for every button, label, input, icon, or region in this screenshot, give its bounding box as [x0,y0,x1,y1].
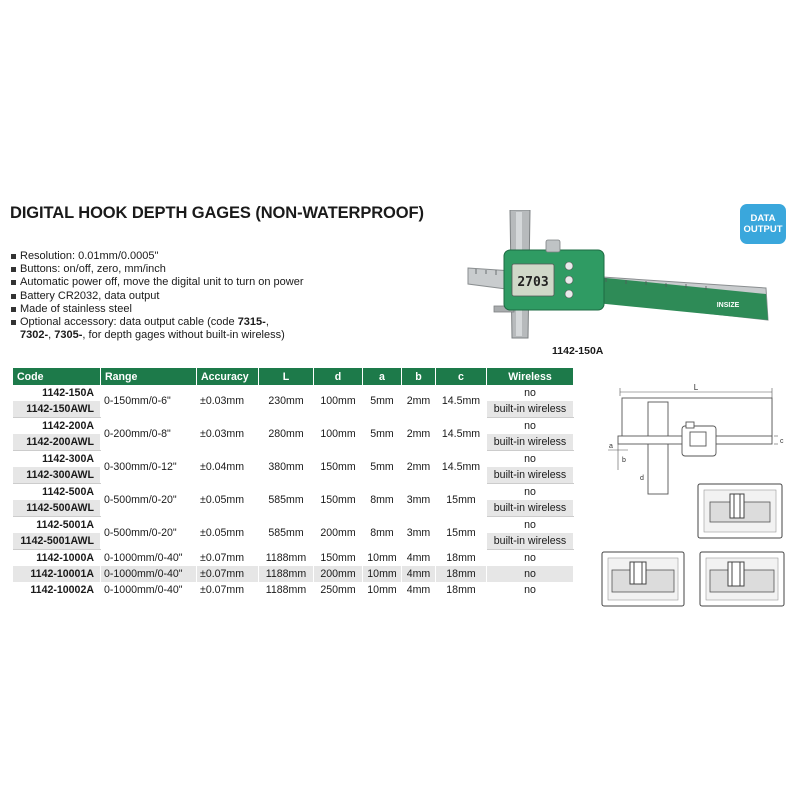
feature-item-accessory [10,316,465,342]
cell-wireless: built-in wireless [487,533,574,550]
accessory-sep-1: , [265,316,269,329]
cell-code: 1142-200A [13,418,101,435]
table-row [13,484,574,501]
accessory-sep-2: , [48,329,55,342]
table-header-row [13,368,574,385]
cell-c: 14.5mm [436,385,487,418]
table-row [13,550,574,567]
cell-wireless: no [487,418,574,435]
cell-l: 585mm [259,517,314,550]
table-row [13,582,574,598]
cell-wireless: built-in wireless [487,401,574,418]
cell-b: 4mm [402,582,436,598]
cell-code: 1142-10001A [13,566,101,582]
cell-d: 200mm [314,517,363,550]
cell-accuracy: ±0.07mm [197,550,259,567]
label-b: b [622,457,626,464]
brand-logo: INSIZE [716,302,740,309]
table-row [13,418,574,435]
cell-b: 2mm [402,418,436,451]
cell-wireless: built-in wireless [487,434,574,451]
col-header: c [436,368,487,385]
cell-code: 1142-10002A [13,582,101,598]
accessory-code-2: 7302- [20,329,49,342]
cell-l: 1188mm [259,566,314,582]
cell-accuracy: ±0.03mm [197,418,259,451]
cell-b: 2mm [402,385,436,418]
cell-a: 8mm [363,517,402,550]
accessory-code-1: 7315- [237,316,266,329]
cell-wireless: no [487,385,574,401]
cell-l: 1188mm [259,550,314,567]
cell-a: 10mm [363,582,402,598]
table-row [13,517,574,534]
cell-range: 0-500mm/0-20" [101,517,197,550]
label-c: c [780,438,784,445]
cell-wireless: no [487,484,574,501]
cell-range: 0-500mm/0-20" [101,484,197,517]
cell-wireless: built-in wireless [487,467,574,484]
cell-code: 1142-300A [13,451,101,468]
dimension-diagram [600,380,792,610]
cell-b: 2mm [402,451,436,484]
badge-line-2: OUTPUT [743,224,783,235]
feature-item: Automatic power off, move the digital unit to turn on power [10,276,465,289]
cell-l: 380mm [259,451,314,484]
cell-code: 1142-1000A [13,550,101,567]
main-dimension-drawing [608,388,778,494]
cell-c: 14.5mm [436,451,487,484]
cell-l: 230mm [259,385,314,418]
cell-d: 150mm [314,484,363,517]
accessory-prefix: Optional accessory: data output cable (code [20,316,238,329]
cell-accuracy: ±0.07mm [197,566,259,582]
cell-b: 4mm [402,550,436,567]
cell-d: 150mm [314,550,363,567]
feature-item: Battery CR2032, data output [10,290,465,303]
cell-wireless: no [487,566,574,582]
cell-c: 14.5mm [436,418,487,451]
cell-wireless: no [487,550,574,567]
cell-c: 18mm [436,566,487,582]
cell-code: 1142-500AWL [13,500,101,517]
cell-code: 1142-5001A [13,517,101,534]
application-sketch-1 [698,484,782,538]
cell-range: 0-1000mm/0-40" [101,582,197,598]
feature-list [10,250,465,342]
cell-code: 1142-300AWL [13,467,101,484]
cell-c: 15mm [436,517,487,550]
badge-line-1: DATA [750,213,776,224]
col-header: Accuracy [197,368,259,385]
cell-a: 10mm [363,566,402,582]
cell-c: 18mm [436,582,487,598]
table-row [13,451,574,468]
photo-caption: 1142-150A [552,345,604,357]
cell-accuracy: ±0.05mm [197,484,259,517]
cell-wireless: no [487,582,574,598]
label-d: d [640,475,644,482]
cell-wireless: no [487,517,574,534]
cell-accuracy: ±0.03mm [197,385,259,418]
cell-a: 8mm [363,484,402,517]
application-sketch-3 [700,552,784,606]
feature-item: Buttons: on/off, zero, mm/inch [10,263,465,276]
cell-code: 1142-500A [13,484,101,501]
application-sketch-2 [602,552,684,606]
cell-a: 10mm [363,550,402,567]
col-header: Code [13,368,101,385]
accessory-code-3: 7305- [54,329,83,342]
cell-a: 5mm [363,385,402,418]
cell-b: 3mm [402,484,436,517]
col-header: a [363,368,402,385]
col-header: Wireless [487,368,574,385]
cell-wireless: no [487,451,574,468]
cell-d: 250mm [314,582,363,598]
cell-l: 585mm [259,484,314,517]
page-title: DIGITAL HOOK DEPTH GAGES (NON-WATERPROOF) [10,204,424,222]
col-header: L [259,368,314,385]
cell-l: 280mm [259,418,314,451]
feature-item: Made of stainless steel [10,303,465,316]
cell-d: 150mm [314,451,363,484]
cell-code: 1142-150AWL [13,401,101,418]
cell-range: 0-200mm/0-8" [101,418,197,451]
col-header: b [402,368,436,385]
cell-c: 15mm [436,484,487,517]
cell-range: 0-150mm/0-6" [101,385,197,418]
feature-item: Resolution: 0.01mm/0.0005" [10,250,465,263]
spec-table [13,368,574,598]
cell-range: 0-1000mm/0-40" [101,566,197,582]
product-photo [466,210,772,345]
table-row [13,385,574,401]
cell-code: 1142-5001AWL [13,533,101,550]
accessory-suffix: , for depth gages without built-in wireless) [82,329,285,342]
label-l: L [693,383,699,392]
cell-range: 0-1000mm/0-40" [101,550,197,567]
cell-l: 1188mm [259,582,314,598]
label-a: a [609,443,613,450]
display-readout: 2703 [517,275,549,290]
table-row [13,566,574,582]
cell-a: 5mm [363,451,402,484]
cell-code: 1142-200AWL [13,434,101,451]
cell-wireless: built-in wireless [487,500,574,517]
cell-d: 100mm [314,385,363,418]
cell-d: 200mm [314,566,363,582]
cell-a: 5mm [363,418,402,451]
col-header: Range [101,368,197,385]
cell-d: 100mm [314,418,363,451]
cell-code: 1142-150A [13,385,101,401]
cell-b: 4mm [402,566,436,582]
cell-accuracy: ±0.05mm [197,517,259,550]
cell-range: 0-300mm/0-12" [101,451,197,484]
cell-b: 3mm [402,517,436,550]
cell-accuracy: ±0.07mm [197,582,259,598]
cell-c: 18mm [436,550,487,567]
cell-accuracy: ±0.04mm [197,451,259,484]
col-header: d [314,368,363,385]
